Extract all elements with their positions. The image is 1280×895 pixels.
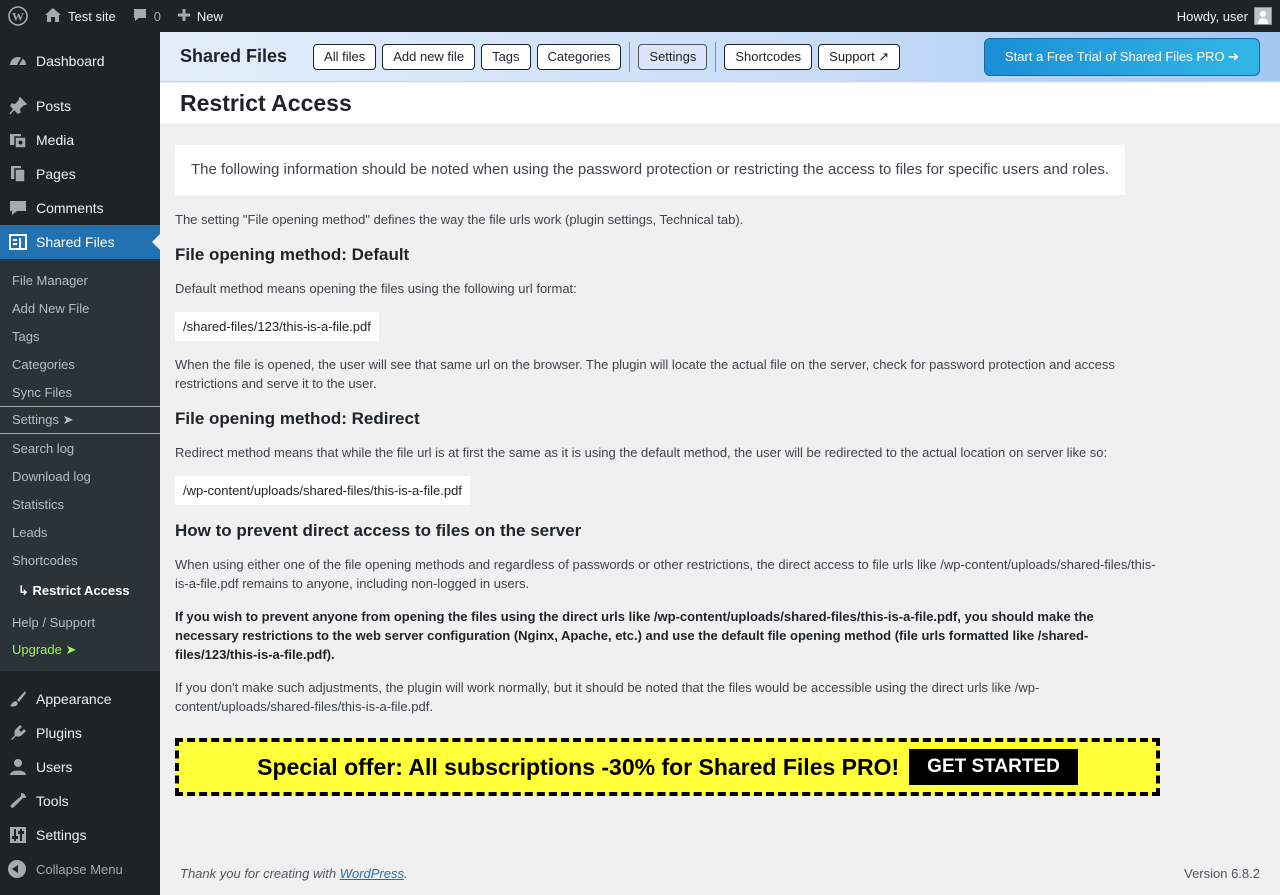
users-icon — [8, 757, 28, 777]
info-notice: The following information should be noted when using the password protection or restricting the access to files for specific users and roles. — [175, 145, 1125, 195]
footer-thanks — [180, 866, 408, 881]
plugin-icon — [8, 723, 28, 743]
submenu-search-log[interactable]: Search log — [12, 440, 75, 456]
submenu-tags[interactable]: Tags — [12, 328, 40, 344]
menu-plugins[interactable] — [0, 716, 160, 750]
menu-shared-files[interactable] — [0, 225, 160, 259]
heading-default-method: File opening method: Default — [175, 245, 410, 264]
menu-dashboard[interactable] — [0, 44, 160, 78]
submenu-settings[interactable]: Settings ➤ — [0, 406, 160, 434]
menu-label: Shared Files — [36, 234, 115, 250]
comment-icon — [8, 198, 28, 218]
new-label: New — [196, 8, 223, 24]
greeting: Howdy, user — [1176, 8, 1248, 24]
avatar — [1254, 7, 1272, 25]
tab-support[interactable]: Support ↗ — [818, 44, 900, 70]
submenu-add-new-file[interactable]: Add New File — [12, 300, 90, 316]
submenu-restrict-access[interactable]: ↳ Restrict Access — [18, 583, 130, 598]
tab-all-files[interactable]: All files — [313, 44, 376, 70]
menu-comments[interactable] — [0, 191, 160, 225]
menu-label: Posts — [36, 98, 72, 114]
submenu-shortcodes[interactable]: Shortcodes — [12, 552, 78, 568]
tools-icon — [8, 791, 28, 811]
collapse-icon — [8, 860, 26, 878]
menu-pages[interactable] — [0, 157, 160, 191]
footer-version: Version 6.8.2 — [1184, 866, 1260, 881]
submenu-file-manager[interactable]: File Manager — [12, 272, 88, 288]
menu-appearance[interactable] — [0, 682, 160, 716]
comments-count: 0 — [153, 8, 161, 24]
menu-label: Dashboard — [36, 53, 105, 69]
menu-label: Media — [36, 132, 75, 148]
default-url-code: /shared-files/123/this-is-a-file.pdf — [175, 312, 379, 341]
redirect-method-text: Redirect method means that while the file url is at first the same as it is using the default method, the user will be redirected to the actual location on server like so: — [175, 445, 1108, 460]
special-offer-banner — [175, 738, 1160, 796]
submenu-download-log[interactable]: Download log — [12, 468, 91, 484]
settings-icon — [8, 825, 28, 845]
heading-prevent-access: How to prevent direct access to files on the server — [175, 521, 582, 540]
tab-categories[interactable]: Categories — [537, 44, 622, 70]
menu-tools[interactable] — [0, 784, 160, 818]
dashboard-icon — [8, 51, 28, 71]
heading-redirect-method: File opening method: Redirect — [175, 409, 420, 428]
submenu-statistics[interactable]: Statistics — [12, 496, 65, 512]
menu-label: Comments — [36, 200, 104, 216]
submenu-categories[interactable]: Categories — [12, 356, 75, 372]
tab-tags[interactable]: Tags — [481, 44, 530, 70]
shared-files-icon — [8, 232, 28, 252]
wordpress-link[interactable]: WordPress — [339, 866, 404, 881]
pro-trial-button[interactable]: Start a Free Trial of Shared Files PRO ➜ — [984, 38, 1260, 76]
prevent-text-2: If you wish to prevent anyone from opening the files using the direct urls like /wp-content/uploads/shared-files/this-is-a-file.pdf, you should make the necessary restrictions to the web server configuration (Nginx, Apache, etc.) and use the default file opening method (file urls formatted like /shared-files/123/this-is-a-file.pdf). — [175, 609, 1094, 662]
menu-label: Settings — [36, 827, 87, 843]
submenu-upgrade[interactable]: Upgrade ➤ — [12, 642, 77, 657]
svg-text:W: W — [12, 9, 24, 24]
menu-users[interactable] — [0, 750, 160, 784]
offer-text: Special offer: All subscriptions -30% for Shared Files PRO! — [257, 753, 900, 780]
menu-label: Users — [36, 759, 73, 775]
tab-add-new-file[interactable]: Add new file — [382, 44, 475, 70]
tab-settings[interactable]: Settings — [638, 44, 707, 70]
collapse-label: Collapse Menu — [36, 861, 123, 877]
default-method-text: Default method means opening the files using the following url format: — [175, 281, 577, 296]
menu-label: Tools — [36, 793, 69, 809]
admin-sidebar — [0, 32, 160, 895]
default-method-details: When the file is opened, the user will see that same url on the browser. The plugin will locate the actual file on the server, check for password protection and access restrictions and serve it to the user. — [175, 357, 1115, 391]
menu-settings[interactable] — [0, 818, 160, 852]
menu-label: Appearance — [36, 691, 112, 707]
tab-divider — [715, 42, 716, 72]
site-name: Test site — [68, 8, 116, 24]
new-content-link[interactable] — [169, 0, 231, 32]
menu-media[interactable] — [0, 123, 160, 157]
prevent-text-1: When using either one of the file opening methods and regardless of passwords or other restrictions, the direct access to file urls like /wp-content/uploads/shared-files/this-is-a-file.pdf remains to anyone, including non-logged in users. — [175, 557, 1156, 591]
admin-footer — [180, 866, 1260, 881]
submenu-leads[interactable]: Leads — [12, 524, 48, 540]
intro-text: The setting "File opening method" defines the way the file urls work (plugin settings, Technical tab). — [175, 212, 744, 227]
footer-thanks-suffix: . — [404, 866, 408, 881]
menu-label: Plugins — [36, 725, 82, 741]
plugin-header — [160, 32, 1280, 82]
submenu-sync-files[interactable]: Sync Files — [12, 384, 72, 400]
shared-files-submenu — [0, 259, 160, 671]
redirect-url-code: /wp-content/uploads/shared-files/this-is-a-file.pdf — [175, 476, 470, 505]
my-account-link[interactable] — [1169, 0, 1280, 32]
prevent-text-3: If you don't make such adjustments, the plugin will work normally, but it should be noted that the files would be accessible using the direct urls like /wp-content/uploads/shared-files/this-is-a-file.pdf. — [175, 680, 1040, 714]
tab-divider — [629, 42, 630, 72]
wordpress-logo-icon[interactable] — [0, 0, 36, 32]
pin-icon — [8, 96, 28, 116]
pages-icon — [8, 164, 28, 184]
page-title: Restrict Access — [180, 90, 352, 116]
site-name-link[interactable] — [36, 0, 124, 32]
home-icon — [44, 7, 62, 26]
comments-link[interactable] — [124, 0, 169, 32]
admin-bar — [0, 0, 1280, 32]
menu-posts[interactable] — [0, 89, 160, 123]
menu-label: Pages — [36, 166, 76, 182]
collapse-menu-button[interactable] — [0, 852, 160, 886]
brush-icon — [8, 689, 28, 709]
comment-icon — [132, 7, 148, 26]
plus-icon — [177, 8, 191, 25]
plugin-title: Shared Files — [180, 46, 288, 66]
footer-thanks-prefix: Thank you for creating with — [180, 866, 340, 881]
media-icon — [8, 130, 28, 150]
submenu-help-support[interactable]: Help / Support — [12, 614, 96, 630]
get-started-button[interactable]: GET STARTED — [909, 749, 1078, 785]
main-content — [175, 145, 1160, 796]
tab-shortcodes[interactable]: Shortcodes — [724, 44, 812, 70]
page-title-bar — [160, 83, 1280, 123]
